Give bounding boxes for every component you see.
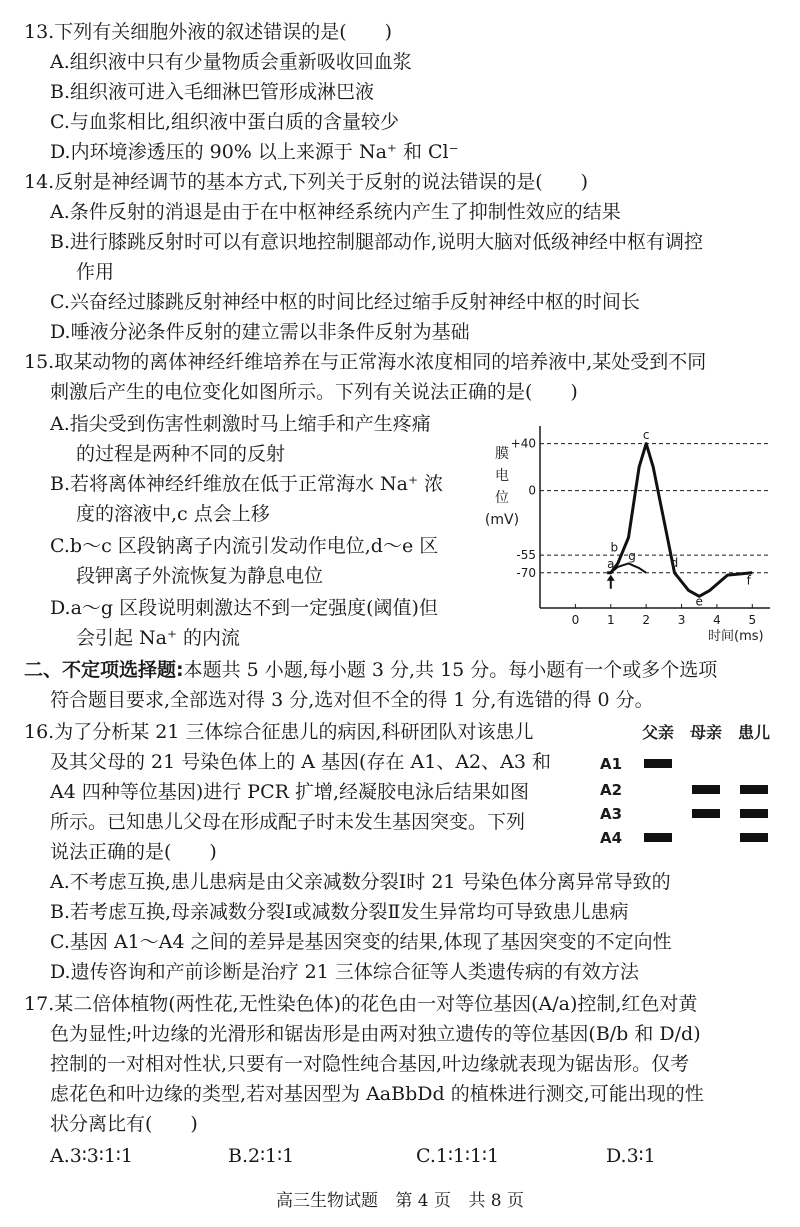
gel-band [740, 809, 768, 818]
chart-y-axis-label: 膜 [495, 446, 509, 462]
chart-x-tick-label: 3 [677, 613, 686, 627]
q14-option-c: C.兴奋经过膝跳反射神经中枢的时间比经过缩手反射神经中枢的时间长 [50, 291, 640, 313]
q14-stem: 14.反射是神经调节的基本方式,下列关于反射的说法错误的是( ) [24, 171, 589, 193]
section2-instructions: 本题共 5 小题,每小题 3 分,共 15 分。每小题有一个或多个选项 [183, 659, 718, 681]
membrane-potential-chart [480, 418, 780, 650]
gel-column-header: 患儿 [737, 723, 771, 742]
gel-band [692, 809, 720, 818]
footer-page: 第 4 页 [395, 1191, 451, 1211]
q16-stem-5: 说法正确的是( ) [50, 841, 217, 863]
chart-x-tick-label: 5 [748, 613, 757, 627]
q17-option-c: C.1∶1∶1∶1 [416, 1145, 500, 1167]
chart-point-label: a [607, 557, 615, 572]
gel-band [644, 759, 672, 768]
q17-stem-2: 色为显性;叶边缘的光滑形和锯齿形是由两对独立遗传的等位基因(B/b 和 D/d) [50, 1023, 701, 1045]
q13-option-d: D.内环境渗透压的 90% 以上来源于 Na⁺ 和 Cl⁻ [50, 141, 459, 163]
q17-stem-5: 状分离比有( ) [50, 1113, 198, 1135]
q16-option-a: A.不考虑互换,患儿患病是由父亲减数分裂Ⅰ时 21 号染色体分离异常导致的 [50, 871, 671, 893]
q16-stem-3: A4 四种等位基因)进行 PCR 扩增,经凝胶电泳后结果如图 [50, 781, 530, 803]
q15-option-c: C.b～c 区段钠离子内流引发动作电位,d～e 区 [50, 535, 439, 557]
chart-series-line [607, 444, 752, 597]
chart-point-label: g [628, 548, 636, 563]
chart-y-axis-label: 电 [495, 468, 509, 484]
chart-y-tick-label: +40 [510, 436, 536, 451]
chart-point-label: b [610, 540, 619, 555]
q15-option-b: B.若将离体神经纤维放在低于正常海水 Na⁺ 浓 [50, 473, 444, 495]
q14-option-b: B.进行膝跳反射时可以有意识地控制腿部动作,说明大脑对低级神经中枢有调控 [50, 231, 704, 253]
section2-instructions-cont: 符合题目要求,全部选对得 3 分,选对但不全的得 1 分,有选错的得 0 分。 [50, 689, 654, 711]
chart-point-label: c [642, 427, 650, 442]
q13-option-a: A.组织液中只有少量物质会重新吸收回血浆 [50, 51, 412, 73]
gel-row-label: A2 [600, 781, 623, 799]
q15-option-d-cont: 会引起 Na⁺ 的内流 [76, 627, 241, 649]
q16-option-d: D.遗传咨询和产前诊断是治疗 21 三体综合征等人类遗传病的有效方法 [50, 961, 639, 983]
gel-column-header: 母亲 [689, 723, 723, 742]
q14-option-b-cont: 作用 [76, 261, 115, 283]
chart-y-tick-label: -55 [516, 548, 536, 563]
gel-column-header: 父亲 [641, 723, 675, 742]
gel-row-label: A4 [600, 829, 623, 847]
chart-x-tick-label: 4 [713, 613, 721, 627]
gel-electrophoresis-figure [596, 720, 796, 850]
gel-band [644, 833, 672, 842]
chart-x-tick-label: 1 [606, 613, 615, 627]
chart-y-axis-label: 位 [495, 490, 509, 506]
q15-option-a-cont: 的过程是两种不同的反射 [76, 443, 286, 465]
gel-row-label: A3 [600, 805, 623, 823]
chart-x-tick-label: 2 [642, 613, 650, 627]
q13-option-b: B.组织液可进入毛细淋巴管形成淋巴液 [50, 81, 375, 103]
chart-point-label: e [695, 594, 703, 609]
chart-point-label: d [670, 555, 679, 570]
page-footer [0, 1186, 800, 1211]
q16-stem-4: 所示。已知患儿父母在形成配子时未发生基因突变。下列 [50, 811, 526, 833]
q15-option-d: D.a～g 区段说明刺激达不到一定强度(阈值)但 [50, 597, 438, 619]
q15-stem: 15.取某动物的离体神经纤维培养在与正常海水浓度相同的培养液中,某处受到不同 [24, 351, 707, 373]
q14-option-d: D.唾液分泌条件反射的建立需以非条件反射为基础 [50, 321, 470, 343]
chart-y-tick-label: -70 [516, 565, 536, 580]
stimulus-arrow-head [607, 575, 615, 581]
gel-band [740, 833, 768, 842]
chart-point-label: f [746, 573, 751, 588]
chart-y-axis-label: (mV) [484, 512, 520, 528]
q16-stem: 16.为了分析某 21 三体综合征患儿的病因,科研团队对该患儿 [24, 721, 534, 743]
section2-heading: 二、不定项选择题: [24, 659, 184, 681]
q14-option-a: A.条件反射的消退是由于在中枢神经系统内产生了抑制性效应的结果 [50, 201, 621, 223]
q13-option-c: C.与血浆相比,组织液中蛋白质的含量较少 [50, 111, 399, 133]
q15-option-b-cont: 度的溶液中,c 点会上移 [76, 503, 270, 525]
footer-total: 共 8 页 [468, 1191, 525, 1211]
q17-stem-4: 虑花色和叶边缘的类型,若对基因型为 AaBbDd 的植株进行测交,可能出现的性 [50, 1083, 704, 1105]
q17-option-a: A.3∶3∶1∶1 [50, 1145, 133, 1167]
chart-x-tick-label: 0 [571, 613, 580, 627]
q16-option-b: B.若考虑互换,母亲减数分裂Ⅰ或减数分裂Ⅱ发生异常均可导致患儿患病 [50, 901, 629, 923]
q15-option-c-cont: 段钾离子外流恢复为静息电位 [76, 565, 324, 587]
footer-subject: 高三生物试题 [275, 1191, 378, 1211]
q17-stem-3: 控制的一对相对性状,只要有一对隐性纯合基因,叶边缘就表现为锯齿形。仅考 [50, 1053, 690, 1075]
gel-band [740, 785, 768, 794]
q13-stem: 13.下列有关细胞外液的叙述错误的是( ) [24, 21, 393, 43]
gel-band [692, 785, 720, 794]
q17-stem: 17.某二倍体植物(两性花,无性染色体)的花色由一对等位基因(A/a)控制,红色对黄 [24, 993, 698, 1015]
gel-row-label: A1 [600, 755, 623, 773]
chart-x-axis-label: 时间(ms) [708, 629, 764, 644]
q15-option-a: A.指尖受到伤害性刺激时马上缩手和产生疼痛 [50, 413, 431, 435]
section2-heading-line [24, 656, 717, 684]
q16-stem-2: 及其父母的 21 号染色体上的 A 基因(存在 A1、A2、A3 和 [50, 751, 551, 773]
q15-stem-cont: 刺激后产生的电位变化如图所示。下列有关说法正确的是( ) [50, 381, 578, 403]
q17-option-d: D.3∶1 [606, 1145, 656, 1167]
chart-y-tick-label: 0 [528, 483, 536, 498]
q16-option-c: C.基因 A1～A4 之间的差异是基因突变的结果,体现了基因突变的不定向性 [50, 931, 672, 953]
q17-option-b: B.2∶1∶1 [228, 1145, 295, 1167]
